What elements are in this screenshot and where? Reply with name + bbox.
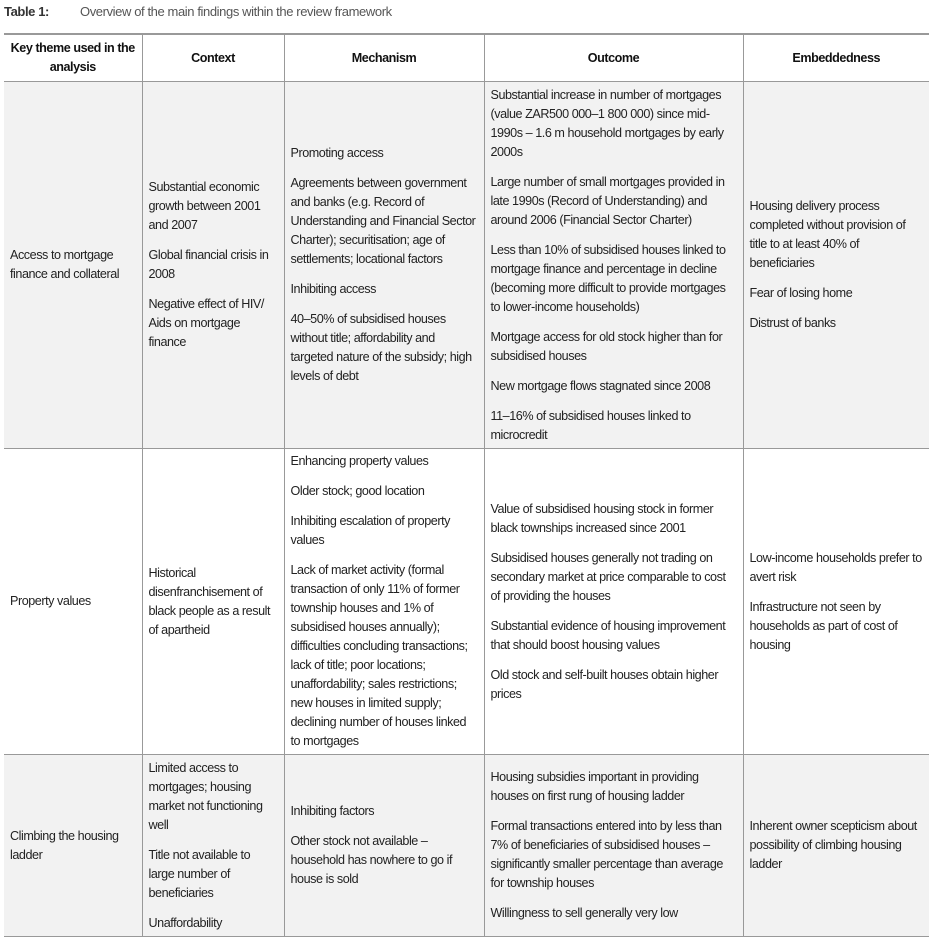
table-row: [4, 755, 929, 937]
cell-paragraph: Large number of small mortgages provided in late 1990s (Record of Understanding) and around 2006 (Financial Sector Charter): [490, 174, 725, 227]
cell-outcome: [484, 755, 743, 937]
cell-paragraph: Promoting access: [290, 146, 384, 160]
table-row: [4, 82, 929, 449]
cell-paragraph: Formal transactions entered into by less than 7% of beneficiaries of subsidised houses – significantly smaller percentage than average for township houses: [490, 819, 723, 890]
cell-paragraph: Inhibiting escalation of property values: [290, 514, 450, 547]
cell-paragraph: Access to mortgage finance and collateral: [10, 248, 120, 281]
cell-paragraph: 40–50% of subsidised houses without title; affordability and targeted nature of the subsidy; high levels of debt: [290, 312, 472, 383]
cell-mechanism: [284, 449, 484, 755]
cell-paragraph: Lack of market activity (formal transaction of only 11% of former township houses and 1% of subsidised houses annually); difficulties concluding transactions; lack of title; poor locations; unaffordability; sales restrictions; new houses in limited supply; declining number of houses linked to mortgages: [290, 563, 468, 748]
cell-mechanism: [284, 82, 484, 449]
cell-paragraph: Substantial evidence of housing improvement that should boost housing values: [490, 618, 726, 652]
findings-table: [4, 33, 929, 937]
cell-paragraph: Mortgage access for old stock higher than for subsidised houses: [490, 329, 723, 363]
cell-paragraph: Negative effect of HIV/ Aids on mortgage finance: [148, 297, 264, 349]
cell-key-theme: [4, 449, 142, 755]
cell-paragraph: Inhibiting factors: [290, 804, 375, 818]
cell-paragraph: Fear of losing home: [749, 286, 853, 300]
cell-paragraph: Low-income households prefer to avert risk: [749, 550, 922, 584]
cell-paragraph: Title not available to large number of beneficiaries: [148, 847, 251, 900]
cell-paragraph: Less than 10% of subsidised houses linked to mortgage finance and percentage in decline (becoming more difficult to provide mortgages to lower-income households): [490, 242, 726, 314]
cell-paragraph: Older stock; good location: [290, 484, 425, 498]
cell-mechanism: [284, 755, 484, 937]
cell-paragraph: 11–16% of subsidised houses linked to microcredit: [490, 408, 691, 442]
cell-paragraph: Willingness to sell generally very low: [490, 906, 678, 920]
cell-paragraph: Agreements between government and banks (e.g. Record of Understanding and Financial Sector Charter); securitisation; age of settlements; locational factors: [290, 176, 476, 266]
cell-paragraph: Substantial economic growth between 2001 and 2007: [148, 180, 261, 232]
cell-paragraph: Distrust of banks: [749, 316, 836, 330]
cell-context: [142, 449, 284, 755]
cell-embeddedness: [743, 82, 929, 449]
cell-paragraph: Climbing the housing ladder: [10, 828, 119, 862]
cell-embeddedness: [743, 449, 929, 755]
cell-paragraph: Housing delivery process completed without provision of title to at least 40% of beneficiaries: [749, 199, 906, 270]
cell-key-theme: [4, 755, 142, 937]
cell-key-theme: [4, 82, 142, 449]
cell-paragraph: Value of subsidised housing stock in former black townships increased since 2001: [490, 501, 714, 535]
cell-paragraph: Historical disenfranchisement of black people as a result of apartheid: [148, 565, 271, 637]
cell-paragraph: Infrastructure not seen by households as part of cost of housing: [749, 599, 898, 652]
header-context: Context: [142, 34, 284, 82]
header-mechanism: Mechanism: [284, 34, 484, 82]
cell-outcome: [484, 82, 743, 449]
table-row: [4, 449, 929, 755]
cell-paragraph: Housing subsidies important in providing houses on first rung of housing ladder: [490, 770, 699, 803]
cell-paragraph: Unaffordability: [148, 915, 223, 930]
cell-paragraph: Enhancing property values: [290, 454, 429, 468]
cell-context: [142, 82, 284, 449]
header-key-theme: Key theme used in the analysis: [4, 34, 142, 82]
header-row: [4, 34, 929, 82]
cell-paragraph: Inherent owner scepticism about possibility of climbing housing ladder: [749, 819, 917, 871]
table-label: Table 1:: [4, 4, 49, 19]
cell-paragraph: Substantial increase in number of mortgages (value ZAR500 000–1 800 000) since mid-1990s – 1.6 m household mortgages by early 2000s: [490, 87, 724, 159]
cell-paragraph: Limited access to mortgages; housing market not functioning well: [148, 760, 263, 832]
cell-embeddedness: [743, 755, 929, 937]
cell-paragraph: Old stock and self-built houses obtain higher prices: [490, 667, 719, 701]
cell-paragraph: Global financial crisis in 2008: [148, 248, 269, 281]
cell-paragraph: Other stock not available – household has nowhere to go if house is sold: [290, 834, 453, 886]
cell-paragraph: Property values: [10, 594, 91, 608]
cell-context: [142, 755, 284, 937]
cell-paragraph: New mortgage flows stagnated since 2008: [490, 378, 711, 393]
cell-outcome: [484, 449, 743, 755]
cell-paragraph: Inhibiting access: [290, 282, 376, 296]
table-caption: [4, 4, 392, 19]
cell-paragraph: Subsidised houses generally not trading on secondary market at price comparable to cost of providing the houses: [490, 550, 726, 603]
header-outcome: Outcome: [484, 34, 743, 82]
table-title: Overview of the main findings within the review framework: [80, 4, 392, 19]
header-embeddedness: Embeddedness: [743, 34, 929, 82]
